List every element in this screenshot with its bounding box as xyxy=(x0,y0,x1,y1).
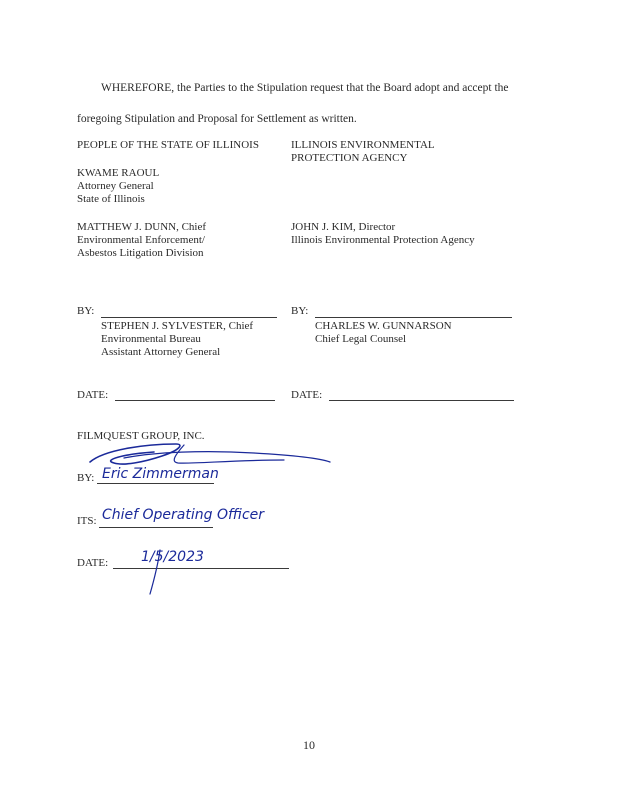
paragraph-line-1: WHEREFORE, the Parties to the Stipulation request that the Board adopt and accept the xyxy=(101,82,509,94)
company-its-line xyxy=(99,527,213,528)
right-date-line xyxy=(329,400,514,401)
left-signer-name: STEPHEN J. SYLVESTER, Chief xyxy=(101,320,254,332)
left-party-name: PEOPLE OF THE STATE OF ILLINOIS xyxy=(77,139,259,151)
attorney-general-name: KWAME RAOUL xyxy=(77,167,160,179)
company-its-label: ITS: xyxy=(77,515,97,527)
left-signer-title: Assistant Attorney General xyxy=(101,346,221,358)
left-signature-line xyxy=(101,317,277,318)
attorney-general-title: Attorney General xyxy=(77,180,154,192)
chief-division-line-2: Asbestos Litigation Division xyxy=(77,247,204,259)
right-signer-title: Chief Legal Counsel xyxy=(315,333,407,345)
page-number: 10 xyxy=(303,738,315,752)
left-date-label: DATE: xyxy=(77,389,109,401)
company-date-line xyxy=(113,568,289,569)
right-party-line-1: ILLINOIS ENVIRONMENTAL xyxy=(291,139,435,151)
director-name: JOHN J. KIM, Director xyxy=(291,221,396,233)
right-date-label: DATE: xyxy=(291,389,323,401)
handwritten-title: Chief Operating Officer xyxy=(102,507,265,523)
company-by-line xyxy=(97,483,214,484)
left-date-line xyxy=(115,400,275,401)
paragraph-line-2: foregoing Stipulation and Proposal for Settlement as written. xyxy=(77,113,357,125)
right-signer-name: CHARLES W. GUNNARSON xyxy=(315,320,452,332)
company-name: FILMQUEST GROUP, INC. xyxy=(77,430,205,442)
attorney-general-state: State of Illinois xyxy=(77,193,145,205)
right-by-label: BY: xyxy=(291,305,309,317)
agency-name: Illinois Environmental Protection Agency xyxy=(291,234,475,246)
chief-name: MATTHEW J. DUNN, Chief xyxy=(77,221,207,233)
right-party-line-2: PROTECTION AGENCY xyxy=(291,152,408,164)
date-slash-stroke xyxy=(146,548,166,598)
handwritten-date: 1/5/2023 xyxy=(141,549,204,565)
left-by-label: BY: xyxy=(77,305,95,317)
handwritten-signer-name: Eric Zimmerman xyxy=(102,466,219,482)
left-signer-bureau: Environmental Bureau xyxy=(101,333,201,345)
right-signature-line xyxy=(315,317,512,318)
chief-division-line-1: Environmental Enforcement/ xyxy=(77,234,205,246)
company-by-label: BY: xyxy=(77,472,95,484)
company-date-label: DATE: xyxy=(77,557,109,569)
